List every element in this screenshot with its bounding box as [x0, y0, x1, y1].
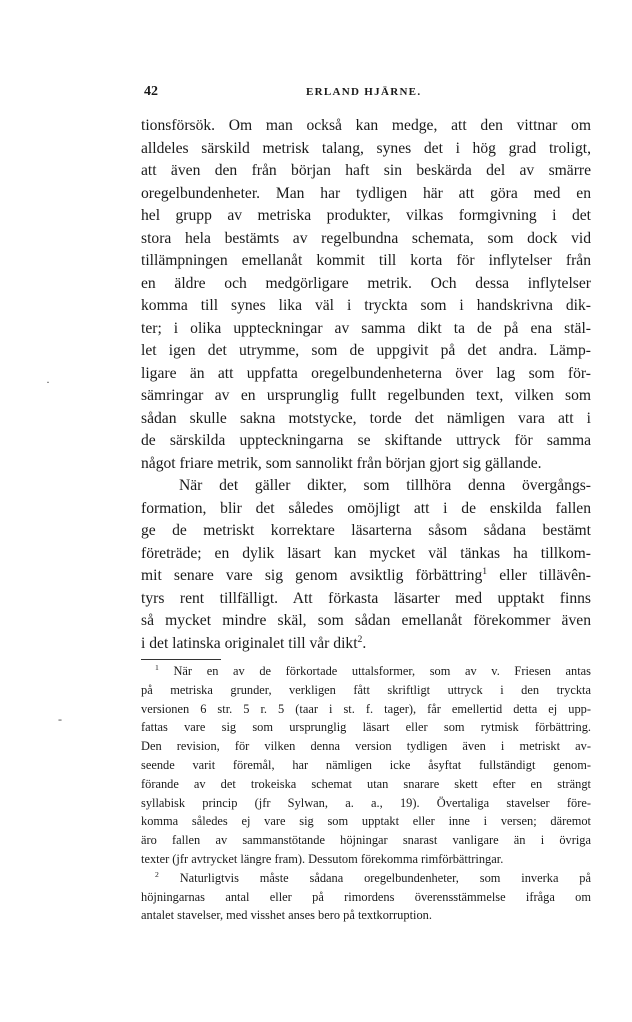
body-line: hel grupp av metriska produkter, vilkas formgivning i det: [141, 207, 591, 224]
body-line: ter; i olika uppteckningar av samma dikt ta de på ena stäl-: [141, 319, 591, 337]
footnote-line: seende varit föremål, har nämligen icke åsyftat fullständigt genom-: [141, 757, 591, 772]
footnote-line: Den revision, för vilken denna version tydligen även i metriskt av-: [141, 739, 591, 754]
body-line: let igen det utrymme, som de uppgivit på det andra. Lämp-: [141, 342, 591, 359]
footnote-text: Naturligtvis måste sådana oregelbundenheter, som inverka på: [179, 870, 591, 885]
body-line: tionsförsök. Om man också kan medge, att den vittnar om: [141, 117, 591, 134]
footnote-line: versionen 6 str. 5 r. 5 (taar i st. f. tager), får emellertid detta ej upp-: [141, 701, 591, 716]
body-line-fragment: mit senare vare sig genom avsiktlig förbättring: [141, 567, 483, 584]
body-line: sämringar av en ursprunglig fullt regelbunden text, vilken som: [141, 387, 591, 404]
footnote-divider: [141, 659, 221, 660]
body-line: en äldre och medgörligare metrik. Och dessa inflytelser: [141, 274, 591, 292]
body-line: alldeles särskild metrisk talang, synes det i hög grad troligt,: [141, 139, 591, 157]
page: [141, 84, 591, 925]
body-line: företräde; en dylik läsart kan mycket väl tänkas ha tillkom-: [141, 544, 591, 562]
footnote-line: äro fallen av sammanstötande höjningar snarast vanligare än i övriga: [141, 833, 591, 848]
body-line: stora hela bestämts av regelbundna schemata, som dock vid: [141, 229, 591, 247]
page-number: 42: [144, 84, 158, 99]
footnote-marker: 1: [155, 662, 159, 672]
body-line-fragment: eller tillävên-: [487, 567, 591, 584]
body-line: tyrs rent tillfälligt. Att förkasta läsarter med upptakt finns: [141, 589, 591, 607]
page-header: [141, 84, 591, 106]
footnote-line: höjningarnas antal eller på rimordens överensstämmelse ifråga om: [141, 889, 591, 904]
footnote-line: komma således ej vare sig som upptakt eller inne i versen; däremot: [141, 814, 591, 829]
body-line: formation, blir det således omöjligt att i de enskilda fallen: [141, 499, 591, 517]
footnote-marker: 1: [482, 565, 488, 577]
body-line: tillämpningen emellanåt kommit till korta för inflytelser från: [141, 252, 591, 269]
margin-dash: -: [58, 712, 62, 726]
body-line: att även den från början haft sin beskärda del av smärre: [141, 162, 591, 179]
body-line-fragment: .: [362, 634, 367, 652]
footnote-line: förande av det trokeiska schemat utan snarare skett efter en strängt: [141, 776, 591, 791]
footnote-line: fattas vare sig som ursprunglig läsart eller som rytmisk förbättring.: [141, 720, 591, 735]
body-line: sådan skulle sakna motstycke, torde det nämligen vara att i: [141, 409, 591, 427]
margin-dot: ·: [46, 375, 50, 389]
footnote-line: på metriska grunder, verkligen fått skriftligt uttryck i den tryckta: [141, 682, 591, 697]
body-line: ligare än att uppfatta oregelbundenheterna över lag som för-: [141, 364, 591, 382]
body-line-with-note: [141, 565, 591, 588]
body-line-fragment: i det latinska originalet till vår dikt: [141, 634, 358, 652]
body-line: så mycket mindre skäl, som sådan emellanåt förekommer även: [141, 612, 591, 629]
footnote-marker: 2: [155, 869, 159, 879]
running-head: ERLAND HJÄRNE.: [306, 86, 422, 98]
footnotes: [141, 662, 591, 925]
footnote-line: [141, 662, 591, 681]
body-line: oregelbundenheter. Man har tydligen här att göra med en: [141, 184, 591, 202]
body-line: de särskilda uppteckningarna se skiftande uttryck för samma: [141, 432, 591, 449]
body-line: ge de metriskt korrektare läsarterna såsom sådana bestämt: [141, 522, 591, 539]
body-text: [141, 115, 591, 655]
body-line: komma till synes lika väl i tryckta som i handskrivna dik-: [141, 297, 591, 314]
footnote-line: texter (jfr avtrycket längre fram). Dessutom förekomma rimförbättringar.: [141, 851, 504, 866]
footnote-line: [141, 869, 591, 888]
footnote-line: syllabisk princip (jfr Sylwan, a. a., 19). Övertaliga stavelser före-: [141, 795, 591, 810]
footnote-text: När en av de förkortade uttalsformer, som av v. Friesen antas: [173, 664, 591, 678]
body-line: något friare metrik, som sannolikt från början gjort sig gällande.: [141, 454, 542, 472]
footnote-line: antalet stavelser, med visshet anses bero på textkorruption.: [141, 908, 432, 923]
body-line-with-note: [141, 633, 591, 656]
body-line: När det gäller dikter, som tillhöra denna övergångs-: [179, 477, 591, 494]
footnote-marker: 2: [357, 633, 363, 645]
